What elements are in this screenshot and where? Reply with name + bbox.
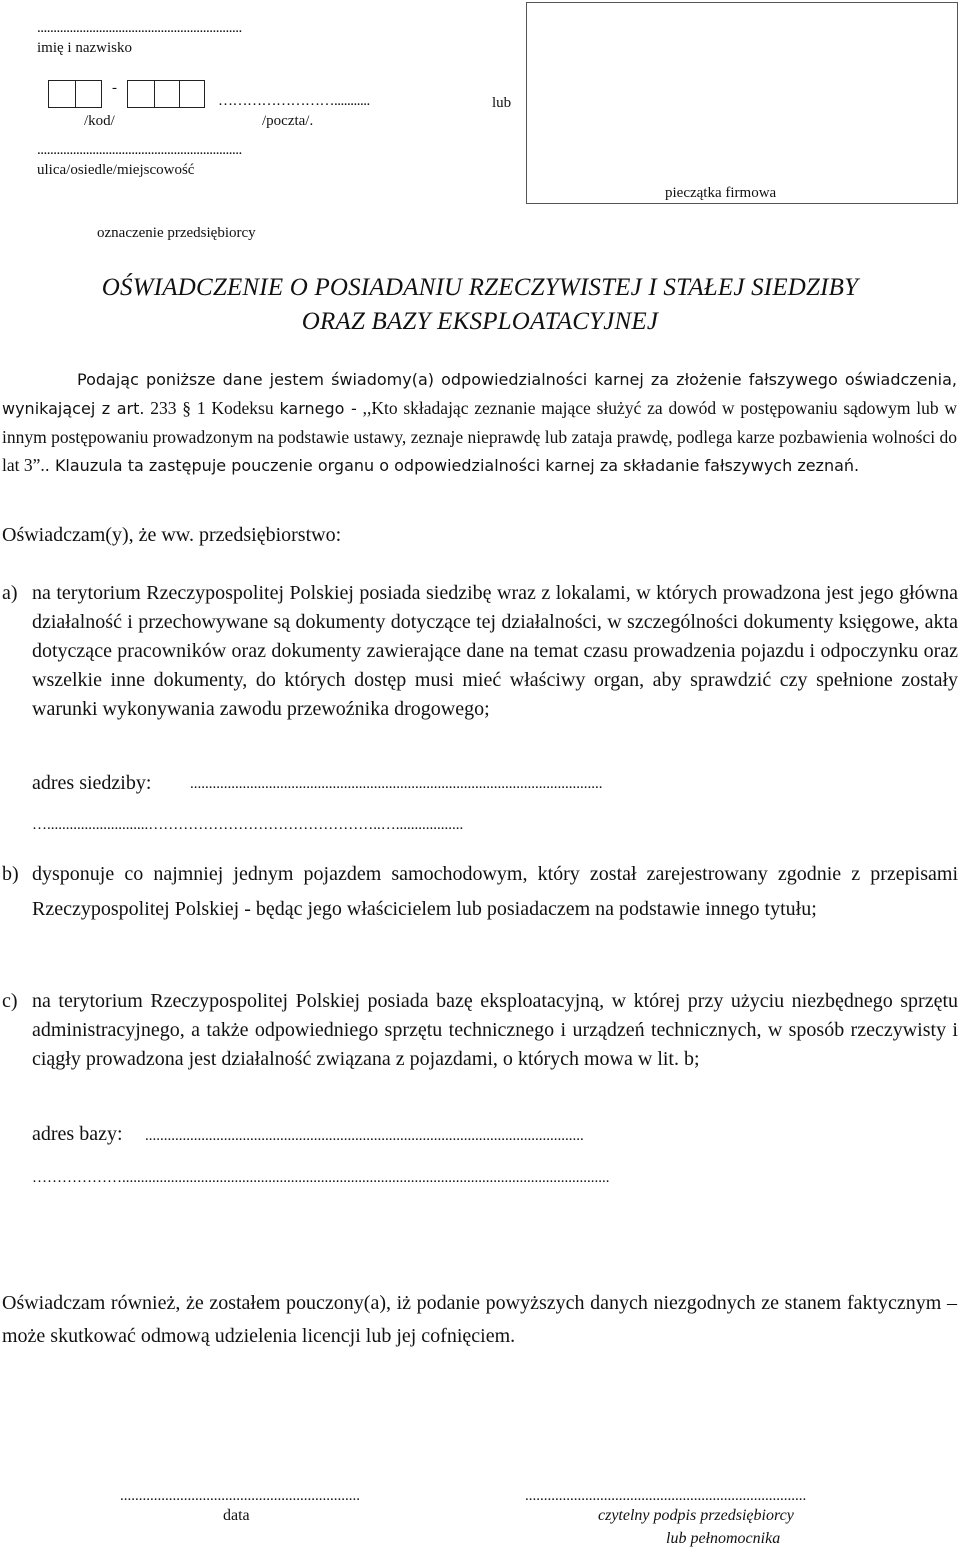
base-address-label: adres bazy: xyxy=(32,1123,123,1145)
document-title-line1: OŚWIADCZENIE O POSIADANIU RZECZYWISTEJ I STAŁEJ SIEDZIBY xyxy=(101,274,859,301)
signature-dotted-line[interactable]: ........................................................................... xyxy=(525,1488,807,1504)
document-title-line2: ORAZ BAZY EKSPLOATACYJNEJ xyxy=(301,308,659,335)
signature-label: czytelny podpis przedsiębiorcy xyxy=(598,1507,794,1524)
intro-text-part4: ,,Kto składając zeznanie mające służyć za dowód w postępowaniu sądowym lub w innym postępowaniu prowadzonym na podstawie ustawy, zeznaje nieprawdę lub zataja prawdę, podlega karze pozbawienia wolności do lat 3”. xyxy=(2,398,958,475)
post-office-label: /poczta/. xyxy=(262,113,314,129)
item-b-text: dysponuje co najmniej jednym pojazdem samochodowym, który został zarejestrowany zgodnie z przepisami Rzeczypospolitej Polskiej - będąc jego właścicielem lub posiadaczem na podstawie innego tytułu; xyxy=(32,863,958,920)
item-a xyxy=(2,579,958,724)
seat-address-dotted-line[interactable]: .............................................................................................................. xyxy=(190,776,603,792)
or-label: lub xyxy=(492,95,512,111)
company-stamp-box[interactable] xyxy=(526,2,958,204)
name-label: imię i nazwisko xyxy=(37,40,132,56)
item-c-label: c) xyxy=(2,990,18,1012)
intro-text-part2: 233 § 1 Kodeksu xyxy=(150,398,274,418)
intro-text-part3: karnego - xyxy=(279,399,357,418)
intro-paragraph xyxy=(2,365,957,480)
seat-address-dotted-line-2[interactable]: …...........................………………………………………..….................. xyxy=(32,817,464,833)
closing-statement: Oświadczam również, że zostałem pouczony(a), iż podanie powyższych danych niezgodnych ze stanem faktycznym – może skutkować odmową udzielenia licencji lub jej cofnięciem. xyxy=(2,1292,957,1347)
name-dotted-line[interactable]: ............................................................... xyxy=(37,20,242,36)
postal-code-dash: - xyxy=(112,80,117,96)
stamp-label: pieczątka firmowa xyxy=(665,185,777,201)
item-b xyxy=(2,857,958,927)
street-dotted-line[interactable]: ............................................................... xyxy=(37,142,242,158)
item-c xyxy=(2,987,958,1074)
item-c-text: na terytorium Rzeczypospolitej Polskiej posiada bazę eksploatacyjną, w której przy użyciu niezbędnego sprzętu administracyjnego, a także odpowiedniego sprzętu technicznego i urządzeń technicznych, w sposób rzeczywisty i ciągły prowadzona jest działalność związana z pojazdami, o których mowa w lit. b; xyxy=(32,990,958,1070)
base-address-dotted-line[interactable]: ..................................................................................................................... xyxy=(145,1128,584,1144)
signature-label-2: lub pełnomocnika xyxy=(666,1530,781,1547)
date-label: data xyxy=(223,1507,250,1524)
seat-address-label: adres siedziby: xyxy=(32,772,152,794)
street-label: ulica/osiedle/miejscowość xyxy=(37,162,195,178)
entrepreneur-label: oznaczenie przedsiębiorcy xyxy=(97,225,256,241)
date-dotted-line[interactable]: ................................................................ xyxy=(120,1488,360,1504)
postal-code-suffix-boxes[interactable] xyxy=(127,80,205,108)
declaration-heading: Oświadczam(y), że ww. przedsiębiorstwo: xyxy=(2,524,342,546)
item-b-label: b) xyxy=(2,863,19,885)
base-address-dotted-line-2[interactable]: ……………….................................................................................................................................. xyxy=(32,1170,610,1186)
postal-code-label: /kod/ xyxy=(84,113,115,129)
item-a-label: a) xyxy=(2,582,18,604)
intro-text-part5: . Klauzula ta zastępuje pouczenie organu o odpowiedzialności karnej za składanie fałszywych zeznań. xyxy=(44,456,860,475)
postal-code-prefix-boxes[interactable] xyxy=(48,80,102,108)
item-a-text: na terytorium Rzeczypospolitej Polskiej posiada siedzibę wraz z lokalami, w których prowadzona jest jego główna działalność i przechowywane są dokumenty dotyczące tej działalności, w szczególności dokumenty księgowe, akta dotyczące pracowników oraz dokumenty zawierające dane na temat czasu prowadzenia pojazdu i odpoczynku oraz wszelkie inne dokumenty, do których dostęp musi mieć właściwy organ, aby sprawdzić czy spełnione zostały warunki wykonywania zawodu przewoźnika drogowego; xyxy=(32,582,958,720)
post-office-dotted-line[interactable]: ……………………........... xyxy=(218,93,370,109)
intro-text-part1: Podając poniższe dane jestem świadomy(a) odpowiedzialności karnej za złożenie fałszywego oświadczenia, wynikającej z art. xyxy=(2,370,957,418)
